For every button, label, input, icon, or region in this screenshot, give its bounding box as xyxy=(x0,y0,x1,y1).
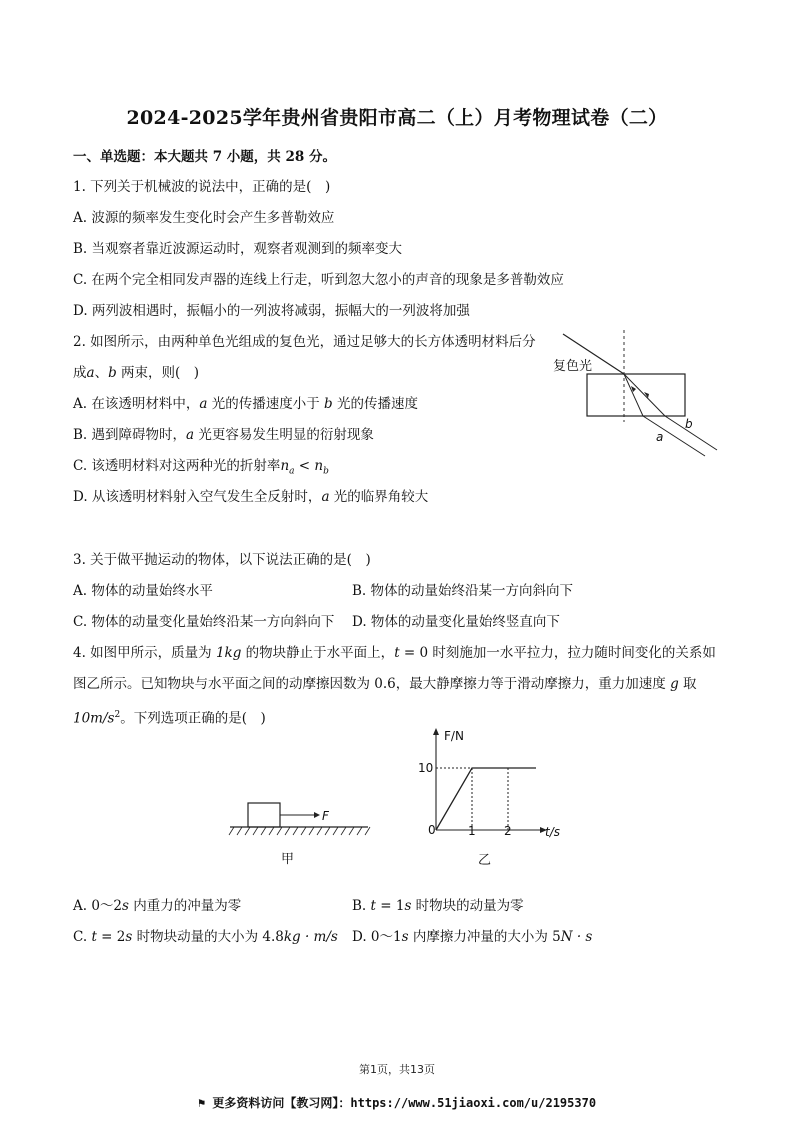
q4-x-axis-label: t/s xyxy=(545,825,560,839)
flag-icon: ⚑ xyxy=(197,1096,206,1110)
q4-force-arrow-head xyxy=(314,812,320,818)
q3-option-b: B. 物体的动量始终沿某一方向斜向下 xyxy=(352,583,574,599)
q2-stem-line1: 2. 如图所示，由两种单色光组成的复色光，通过足够大的长方体透明材料后分 xyxy=(73,334,536,350)
section-heading: 一、单选题：本大题共 7 小题，共 28 分。 xyxy=(73,149,336,165)
q4-tick-0: 0 xyxy=(428,823,436,837)
q2-label-a: a xyxy=(656,430,664,444)
q1-option-d: D. 两列波相遇时，振幅小的一列波将减弱，振幅大的一列波将加强 xyxy=(73,303,470,319)
q2-ray-a-inside xyxy=(624,374,643,416)
q4-y-axis-label: F/N xyxy=(444,729,464,743)
q4-block xyxy=(248,803,280,827)
q4-label-jia: 甲 xyxy=(281,852,295,867)
q4-figure-jia xyxy=(226,795,376,870)
q2-option-d: D. 从该透明材料射入空气发生全反射时，a 光的临界角较大 xyxy=(73,489,429,505)
q4-force-curve xyxy=(436,768,536,830)
q3-option-d: D. 物体的动量变化量始终竖直向下 xyxy=(352,614,560,630)
q2-label-b: b xyxy=(685,417,693,431)
q4-y-axis-arrow xyxy=(433,728,439,735)
q2-stem-line2: 成a、b 两束，则( ) xyxy=(73,365,200,381)
q2-refraction-diagram xyxy=(545,328,725,468)
q2-transparent-slab xyxy=(587,374,685,416)
q2-ray-b-inside xyxy=(624,374,665,416)
q4-tick-2: 2 xyxy=(504,824,512,838)
q3-stem: 3. 关于做平抛运动的物体，以下说法正确的是( ) xyxy=(73,552,371,568)
page-title: 2024-2025学年贵州省贵阳市高二（上）月考物理试卷（二） xyxy=(126,107,668,129)
q4-stem-line2: 图乙所示。已知物块与水平面之间的动摩擦因数为 0.6，最大静摩擦力等于滑动摩擦力，重力加速度 g 取 xyxy=(73,676,697,692)
q2-option-a: A. 在该透明材料中，a 光的传播速度小于 b 光的传播速度 xyxy=(73,396,418,412)
page-number: 第1页，共13页 xyxy=(359,1063,435,1076)
q4-option-a: A. 0～2s 内重力的冲量为零 xyxy=(73,898,242,914)
q1-option-c: C. 在两个完全相同发声器的连线上行走，听到忽大忽小的声音的现象是多普勒效应 xyxy=(73,272,564,288)
q4-stem-line1: 4. 如图甲所示，质量为 1kg 的物块静止于水平面上，t = 0 时刻施加一水平拉力，拉力随时间变化的关系如 xyxy=(73,645,716,661)
q4-option-b: B. t = 1s 时物块的动量为零 xyxy=(352,898,524,914)
q4-label-yi: 乙 xyxy=(478,853,492,868)
q1-option-a: A. 波源的频率发生变化时会产生多普勒效应 xyxy=(73,210,335,226)
q1-stem: 1. 下列关于机械波的说法中，正确的是( ) xyxy=(73,179,331,195)
q4-figure-yi xyxy=(400,725,580,870)
q4-stem-line3: $10m/s^2$。下列选项正确的是( ) xyxy=(73,710,266,727)
q4-tick-1: 1 xyxy=(468,824,476,838)
q3-option-c: C. 物体的动量变化量始终沿某一方向斜向下 xyxy=(73,614,335,630)
q4-option-c: C. t = 2s 时物块动量的大小为 4.8kg · m/s xyxy=(73,929,338,945)
q4-tick-10: 10 xyxy=(418,761,434,775)
promo-link[interactable] xyxy=(0,1094,794,1111)
q1-option-b: B. 当观察者靠近波源运动时，观察者观测到的频率变大 xyxy=(73,241,403,257)
q4-force-label: F xyxy=(322,809,329,823)
q2-option-c: C. 该透明材料对这两种光的折射率$n_a < n_b$ xyxy=(73,458,329,477)
q2-label-composite-light: 复色光 xyxy=(553,359,593,374)
promo-text: 更多资料访问【教习网】：https://www.51jiaoxi.com/u/2195370 xyxy=(212,1096,597,1110)
q2-option-b: B. 遇到障碍物时，a 光更容易发生明显的衍射现象 xyxy=(73,427,374,443)
q3-option-a: A. 物体的动量始终水平 xyxy=(73,583,213,599)
q4-ground-hatch xyxy=(229,827,370,835)
q4-option-d: D. 0～1s 内摩擦力冲量的大小为 5N · s xyxy=(352,929,593,945)
